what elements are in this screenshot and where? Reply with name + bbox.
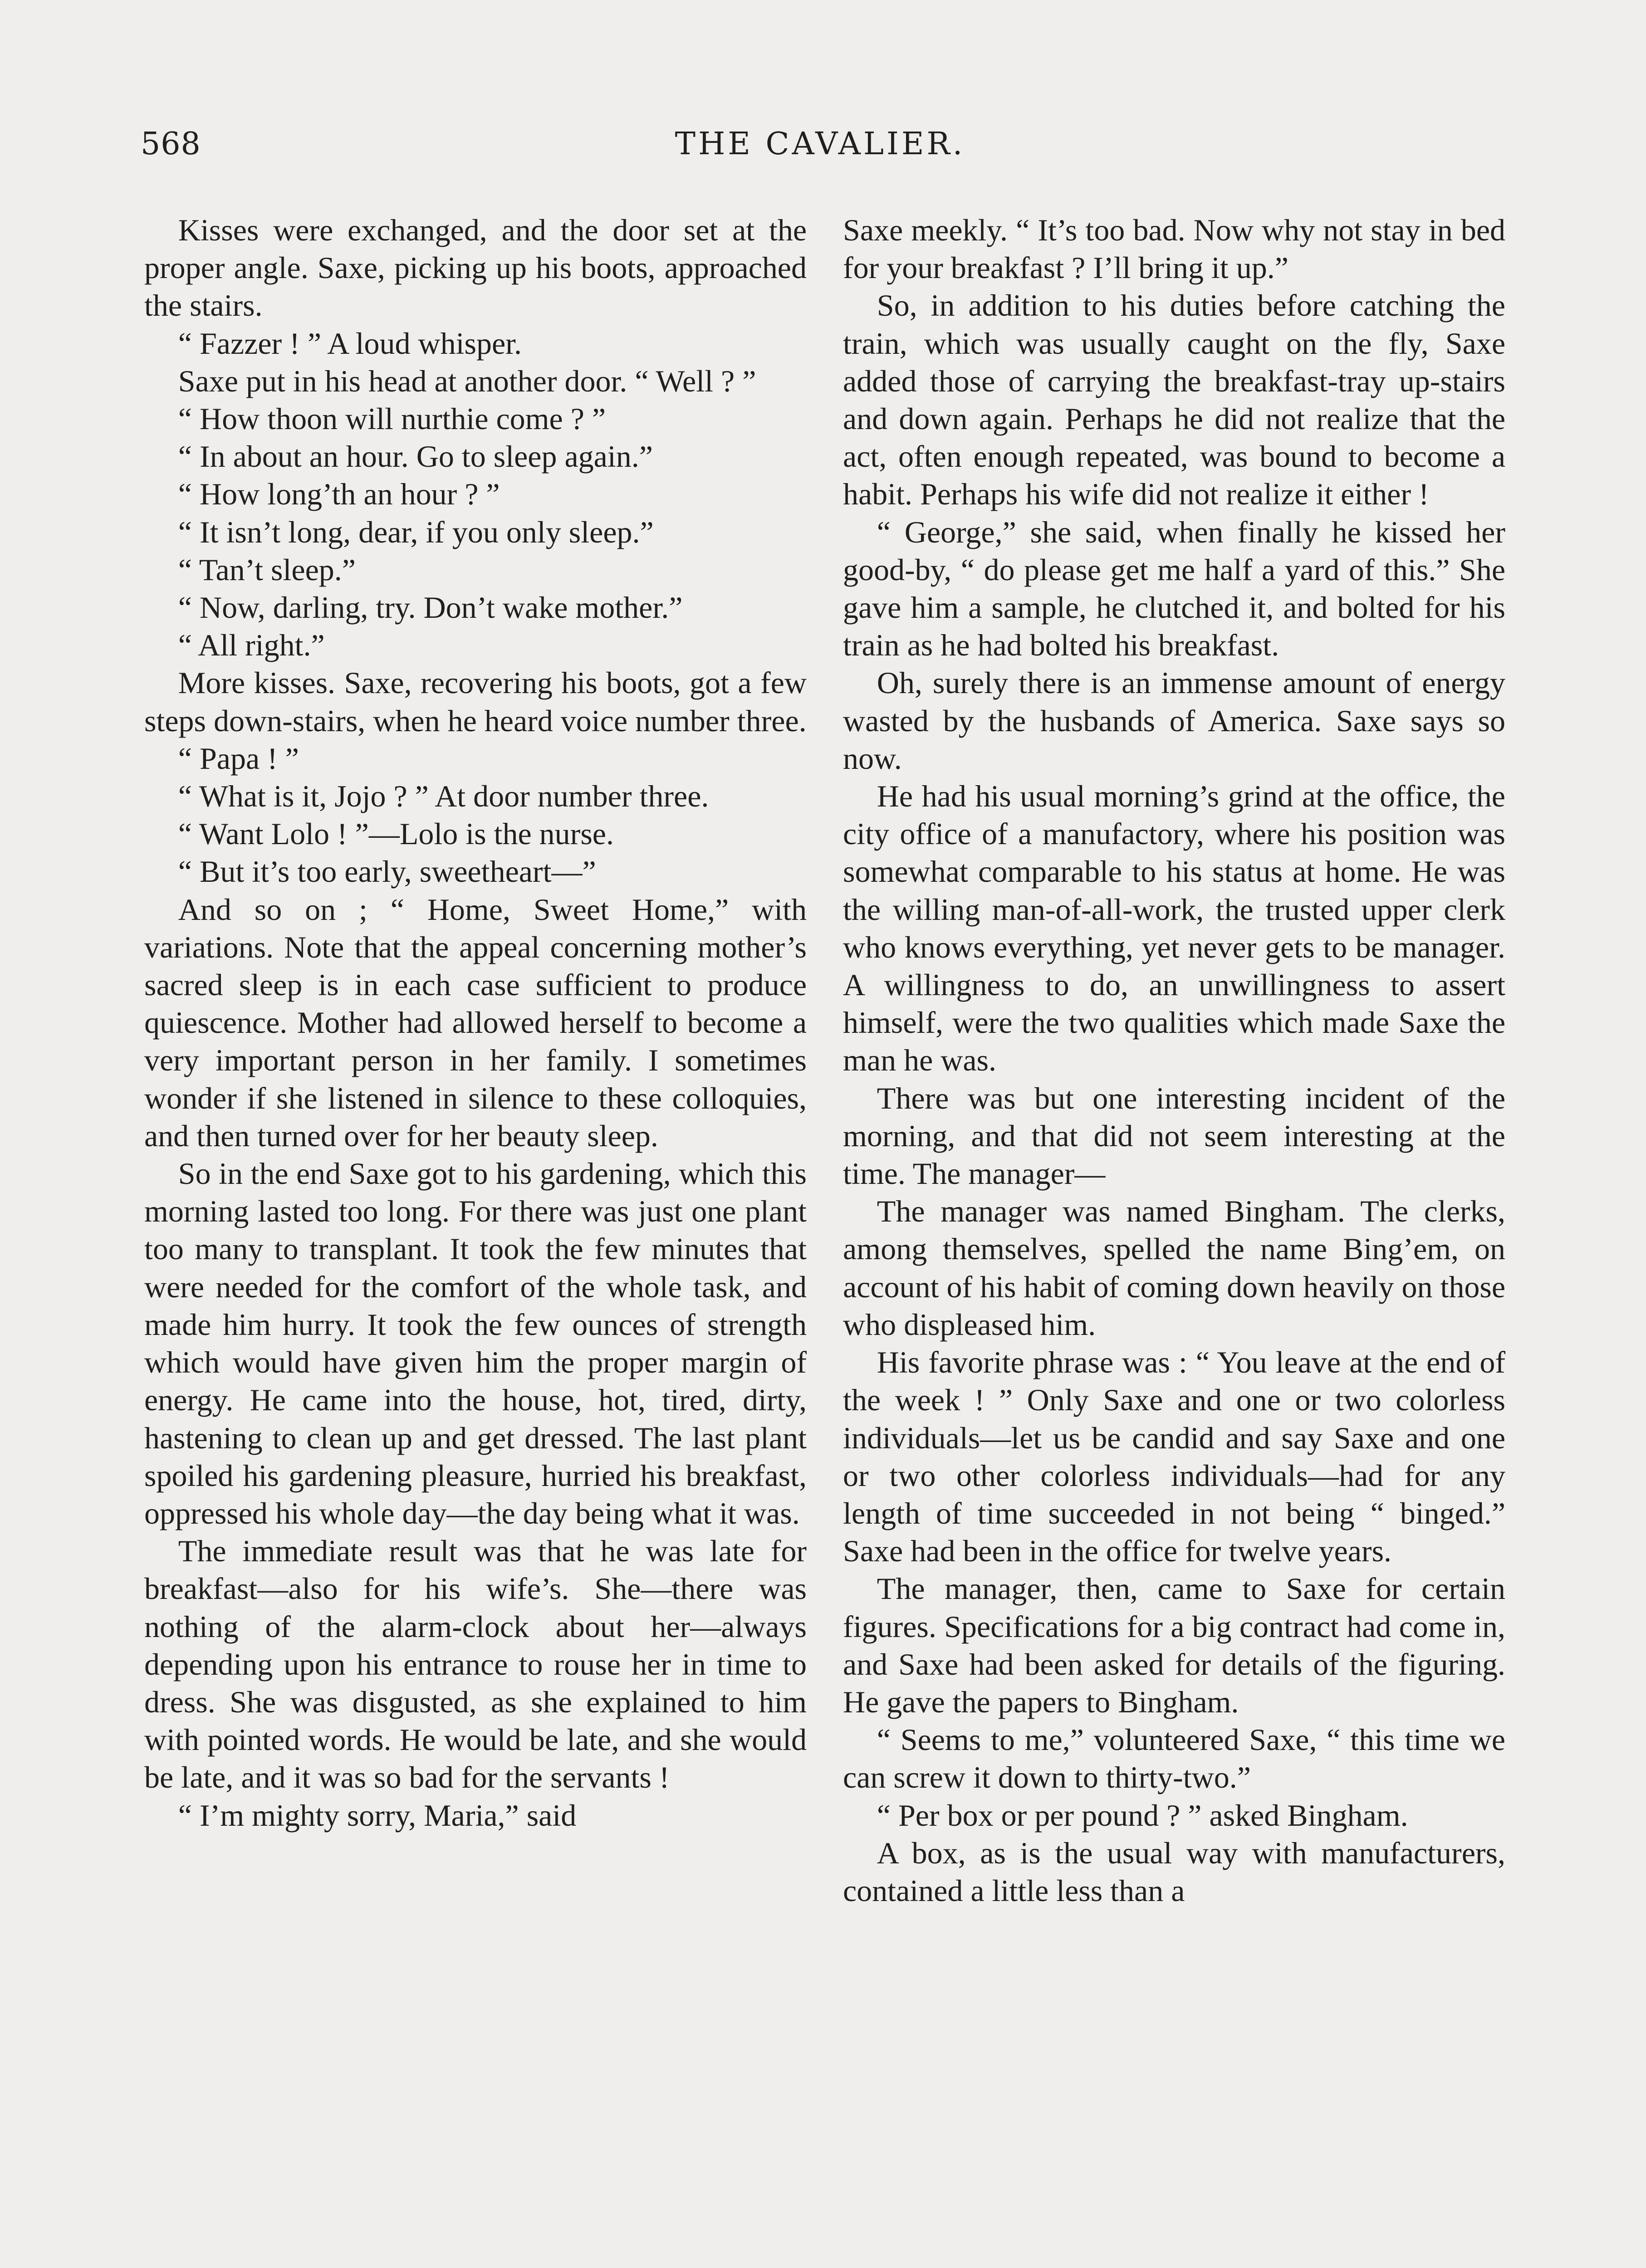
- paragraph: The manager was named Bingham. The clerks, among themselves, spelled the name Bing’em, on account of his habit of coming down heavily on those who displeased him.: [843, 1194, 1505, 1342]
- paragraph: The manager, then, came to Saxe for certain figures. Specifications for a big contract had come in, and Saxe had been asked for details of the figuring. He gave the papers to Bingham.: [843, 1571, 1505, 1719]
- paragraph: So in the end Saxe got to his gardening, which this morning lasted too long. For there was just one plant too many to transplant. It took the few minutes that were needed for the comfort of the whole task, and made him hurry. It took the few ounces of strength which would have given him the proper margin of energy. He came into the house, hot, tired, dirty, hastening to clean up and get dressed. The last plant spoiled his gardening pleasure, hurried his breakfast, oppressed his whole day—the day being what it was.: [144, 1156, 807, 1530]
- paragraph: “ Fazzer ! ” A loud whisper.: [178, 326, 522, 361]
- paragraph: “ How long’th an hour ? ”: [178, 477, 500, 512]
- left-column: [144, 211, 807, 1834]
- paragraph: Saxe meekly. “ It’s too bad. Now why not stay in bed for your breakfast ? I’ll bring it up.”: [843, 213, 1505, 285]
- paragraph: “ I’m mighty sorry, Maria,” said: [178, 1798, 577, 1833]
- paragraph: “ What is it, Jojo ? ” At door number three.: [178, 779, 709, 814]
- paragraph: “ Per box or per pound ? ” asked Bingham.: [877, 1798, 1408, 1833]
- paragraph: His favorite phrase was : “ You leave at the end of the week ! ” Only Saxe and one or two colorless individuals—let us be candid and say Saxe and one or two other colorless individuals—had for any length of time succeeded in not being “ binged.” Saxe had been in the office for twelve years.: [843, 1345, 1505, 1569]
- paragraph: There was but one interesting incident of the morning, and that did not seem interesting at the time. The manager—: [843, 1080, 1505, 1191]
- page-header: [141, 126, 1499, 176]
- paragraph: So, in addition to his duties before catching the train, which was usually caught on the fly, Saxe added those of carrying the breakfast-tray up-stairs and down again. Perhaps he did not realize that the act, often enough repeated, was bound to become a habit. Perhaps his wife did not realize it either !: [843, 288, 1505, 512]
- paragraph: “ Now, darling, try. Don’t wake mother.”: [178, 590, 683, 625]
- paragraph: The immediate result was that he was late for breakfast—also for his wife’s. She—there was nothing of the alarm-clock about her—always depending upon his entrance to rouse her in time to dress. She was disgusted, as she explained to him with pointed words. He would be late, and she would be late, and it was so bad for the servants !: [144, 1534, 807, 1795]
- running-title: THE CAVALIER.: [675, 126, 965, 162]
- paragraph: “ But it’s too early, sweetheart—”: [178, 854, 596, 889]
- paragraph: A box, as is the usual way with manufacturers, contained a little less than a: [843, 1835, 1505, 1908]
- paragraph: Kisses were exchanged, and the door set at the proper angle. Saxe, picking up his boots, approached the stairs.: [144, 213, 807, 323]
- paragraph: “ Want Lolo ! ”—Lolo is the nurse.: [178, 816, 614, 851]
- paragraph: “ Papa ! ”: [178, 741, 299, 776]
- paragraph: And so on ; “ Home, Sweet Home,” with variations. Note that the appeal concerning mother’s sacred sleep is in each case sufficient to produce quiescence. Mother had allowed herself to become a very important person in her family. I sometimes wonder if she listened in silence to these colloquies, and then turned over for her beauty sleep.: [144, 892, 807, 1153]
- paragraph: “ Seems to me,” volunteered Saxe, “ this time we can screw it down to thirty-two.”: [843, 1722, 1505, 1795]
- right-column: [843, 211, 1505, 1910]
- paragraph: “ Tan’t sleep.”: [178, 552, 356, 587]
- paragraph: Saxe put in his head at another door. “ Well ? ”: [178, 363, 756, 398]
- paragraph: “ It isn’t long, dear, if you only sleep.”: [178, 514, 654, 549]
- paragraph: “ All right.”: [178, 628, 325, 663]
- paragraph: More kisses. Saxe, recovering his boots, got a few steps down-stairs, when he heard voice number three.: [144, 665, 807, 738]
- paragraph: “ George,” she said, when finally he kissed her good-by, “ do please get me half a yard of this.” She gave him a sample, he clutched it, and bolted for his train as he had bolted his breakfast.: [843, 514, 1505, 663]
- paragraph: “ In about an hour. Go to sleep again.”: [178, 439, 653, 474]
- paragraph: Oh, surely there is an immense amount of energy wasted by the husbands of America. Saxe says so now.: [843, 665, 1505, 776]
- page-number: 568: [141, 126, 201, 162]
- paragraph: He had his usual morning’s grind at the office, the city office of a manufactory, where his position was somewhat comparable to his status at home. He was the willing man-of-all-work, the trusted upper clerk who knows everything, yet never gets to be manager. A willingness to do, an unwillingness to assert himself, were the two qualities which made Saxe the man he was.: [843, 779, 1505, 1078]
- paragraph: “ How thoon will nurthie come ? ”: [178, 401, 606, 436]
